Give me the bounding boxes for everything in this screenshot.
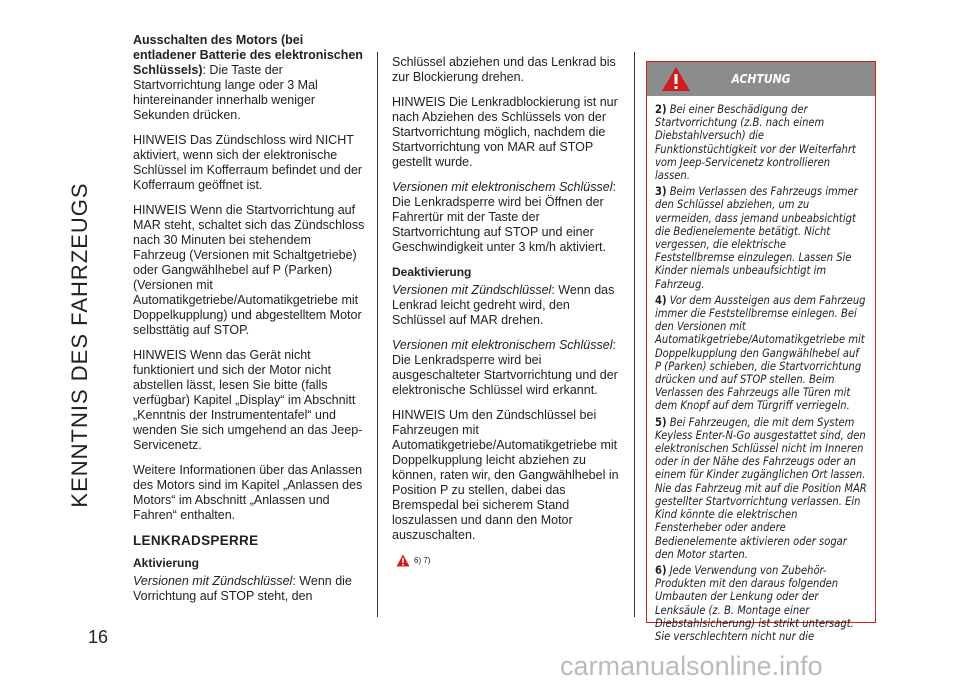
paragraph: Schlüssel abziehen und das Lenkrad bis zur Blockierung drehen. <box>392 55 616 84</box>
column-divider <box>377 52 378 617</box>
paragraph-italic-lead: Versionen mit Zündschlüssel <box>392 283 552 297</box>
subheading: Aktivierung <box>133 556 200 570</box>
text-column-1 <box>133 33 365 614</box>
paragraph-text: : Die Lenkradsperre wird bei Öffnen der Fahrertür mit der Taste der Startvorrichtung auf STOP und einer Geschwindigkeit unter 3 km/h aktiviert. <box>392 180 616 254</box>
warning-title: ACHTUNG <box>731 72 791 86</box>
section-heading: LENKRADSPERRE <box>133 533 259 548</box>
warning-item-number: 6) <box>655 563 667 577</box>
warning-item-number: 2) <box>655 103 667 116</box>
warning-item <box>655 416 867 561</box>
warning-box <box>646 61 876 643</box>
paragraph <box>392 180 620 255</box>
warning-body <box>647 96 875 643</box>
paragraph: Weitere Informationen über das Anlassen des Motors sind im Kapitel „Anlassen des Motors“ im Abschnitt „Anlassen und Fahren“ enthalten. <box>133 463 363 522</box>
warning-item-number: 4) <box>655 293 667 307</box>
paragraph-italic-lead: Versionen mit elektronischem Schlüssel <box>392 180 613 194</box>
paragraph-italic-lead: Versionen mit Zündschlüssel <box>133 574 293 588</box>
warning-header <box>647 62 875 96</box>
paragraph <box>392 283 620 328</box>
column-divider <box>634 52 635 617</box>
warning-item-text: Vor dem Aussteigen aus dem Fahrzeug immer die Feststellbremse einlegen. Bei den Versionen mit Automatikgetriebe/Automatikgetriebe mit Doppelkupplung den Gangwählhebel auf P (Parken) schieben, die Startvorrichtung drücken und auf STOP stellen. Beim Verlassen des Fahrzeugs alle Türen mit dem Knopf auf dem Türgriff verriegeln. <box>655 293 866 413</box>
paragraph: HINWEIS Wenn das Gerät nicht funktioniert und sich der Motor nicht abstellen lässt, lesen Sie bitte (falls verfügbar) Kapitel „Display“ im Abschnitt „Kenntnis der Instrumententafel“ und wenden Sie sich umgehend an das Jeep-Servicenetz. <box>133 348 363 452</box>
paragraph-text: : Wenn das Lenkrad leicht gedreht wird, den Schlüssel auf MAR drehen. <box>392 283 615 327</box>
paragraph-text: : Die Lenkradsperre wird bei ausgeschalteter Startvorrichtung und der elektronische Schlüssel wird erkannt. <box>392 338 618 397</box>
warning-item-text: Bei einer Beschädigung der Startvorrichtung (z.B. nach einem Diebstahlversuch) die Funktionstüchtigkeit vor der Weiterfahrt vom Jeep-Servicenetz kontrollieren lassen. <box>655 103 856 183</box>
warning-item <box>655 564 867 643</box>
paragraph-text: : Die Taste der Startvorrichtung lange oder 3 Mal hintereinander innerhalb weniger Sekunden drücken. <box>133 63 318 122</box>
warning-reference-numbers: 6) 7) <box>414 556 431 565</box>
watermark: carmanualsonline.info <box>560 651 823 681</box>
warning-reference[interactable] <box>396 553 620 568</box>
paragraph <box>133 33 365 123</box>
warning-item <box>655 185 867 291</box>
paragraph-text: : Wenn die Vorrichtung auf STOP steht, den <box>133 574 352 603</box>
warning-item-text: Jede Verwendung von Zubehör-Produkten mit den daraus folgenden Umbauten der Lenkung oder der Lenksäule (z. B. Montage einer Diebstahlsicherung) ist strikt untersagt. Sie verschlechtern nicht nur die <box>655 563 854 643</box>
subheading: Deaktivierung <box>392 265 472 279</box>
paragraph <box>392 338 620 398</box>
warning-item <box>655 294 867 413</box>
warning-item-number: 3) <box>655 185 667 199</box>
warning-triangle-icon <box>396 554 410 567</box>
paragraph-italic-lead: Versionen mit elektronischem Schlüssel <box>392 338 613 352</box>
text-column-2 <box>392 55 620 568</box>
warning-item <box>655 103 867 182</box>
warning-item-text: Beim Verlassen des Fahrzeugs immer den Schlüssel abziehen, um zu vermeiden, dass jemand unbeabsichtigt die Bedienelemente betätigt. Nicht vergessen, die elektrische Feststellbremse einzulegen. Lassen Sie Kinder niemals unbeaufsichtigt im Fahrzeug. <box>655 185 858 291</box>
page-number: 16 <box>88 627 109 647</box>
warning-item-text: Bei Fahrzeugen, die mit dem System Keyless Enter-N-Go ausgestattet sind, den elektronischen Schlüssel nicht im Inneren oder in der Nähe des Fahrzeugs oder an einem für Kinder zugänglichen Ort lassen. Nie das Fahrzeug mit auf die Position MAR gestellter Startvorrichtung verlassen. Ein Kind könnte die elektrischen Fensterheber oder andere Bedienelemente aktivieren oder sogar den Motor starten. <box>655 415 867 561</box>
paragraph: HINWEIS Wenn die Startvorrichtung auf MAR steht, schaltet sich das Zündschloss nach 30 Minuten bei stehendem Fahrzeug (Versionen mit Schaltgetriebe) oder Gangwählhebel auf P (Parken) (Versionen mit Automatikgetriebe/Automatikgetriebe mit Doppelkupplung) und abgestelltem Motor selbsttätig auf STOP. <box>133 203 365 337</box>
paragraph <box>133 574 365 604</box>
paragraph-bold-lead: Ausschalten des Motors (bei entladener Batterie des elektronischen Schlüssels) <box>133 33 363 77</box>
paragraph: HINWEIS Das Zündschloss wird NICHT aktiviert, wenn sich der elektronische Schlüssel im Kofferraum befindet und der Kofferraum geöffnet ist. <box>133 133 363 192</box>
paragraph: HINWEIS Die Lenkradblockierung ist nur nach Abziehen des Schlüssels von der Startvorrichtung möglich, nachdem die Startvorrichtung von MAR auf STOP gestellt wurde. <box>392 95 618 169</box>
warning-triangle-icon <box>661 66 691 92</box>
paragraph: HINWEIS Um den Zündschlüssel bei Fahrzeugen mit Automatikgetriebe/Automatikgetriebe mit Doppelkupplung leicht abziehen zu können, raten wir, den Gangwählhebel in Position P zu stellen, dabei das Bremspedal bei sicherem Stand loszulassen und dann den Motor auszuschalten. <box>392 408 619 542</box>
warning-item-number: 5) <box>655 415 667 429</box>
section-side-title: KENNTNIS DES FAHRZEUGS <box>67 182 92 508</box>
